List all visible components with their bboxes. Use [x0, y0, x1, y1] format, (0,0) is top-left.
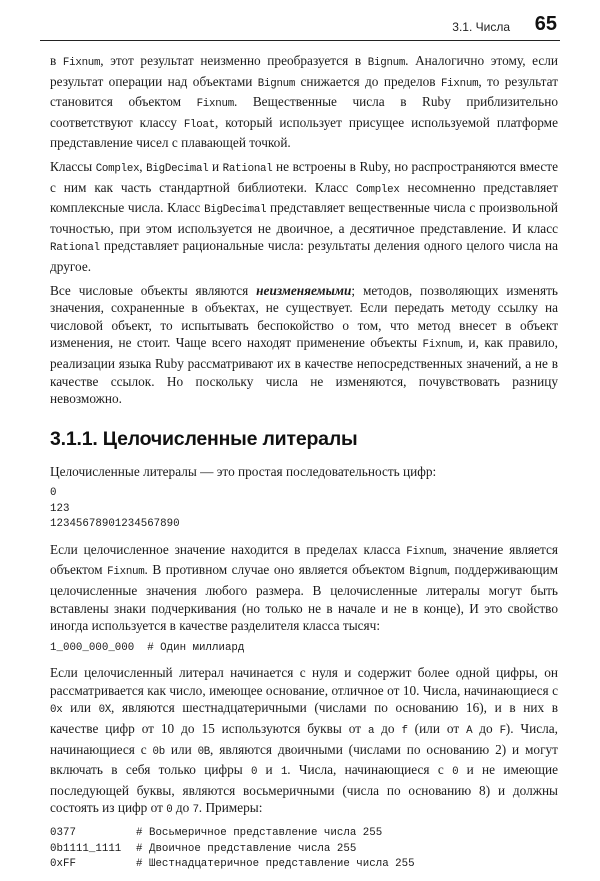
inline-code: BigDecimal: [204, 204, 267, 217]
code-example-row: [50, 842, 558, 858]
paragraph-fixnum-bignum: в Fixnum, этот результат неизменно преобразуется в Bignum. Аналогично этому, если результат операции над объектами Bignum снижается до пределов Fixnum, то результат становится объектом Fixnum. Вещественные числа в Ruby приблизительно соответствуют классу Float, который использует присущее используемой платформе представление чисел с плавающей точкой.: [50, 53, 559, 151]
inline-code: f: [401, 725, 408, 738]
code-base-examples: [50, 826, 558, 873]
code-digits-example: 0 123 12345678901234567890: [50, 487, 180, 531]
code-comment: # Двоичное представление числа 255: [136, 842, 357, 855]
paragraph-immutable-numbers: Все числовые объекты являются неизменяемыми; методов, позволяющих изменять значения, сохраненные в объектах, не существует. Если передать методу ссылку на числовой объект, то испытывать беспокойство о том, что метод внесет в объект изменения, не стоит. Чаще всего находят применение объекты Fixnum, и, как правило, реализации языка Ruby рассматривают их в качестве непосредственных значений, а не в качестве ссылок. Но поскольку числа не изменяются, почувствовать разницу невозможно.: [50, 282, 558, 407]
inline-code: Rational: [50, 242, 100, 255]
inline-code: Fixnum: [422, 339, 460, 352]
inline-code: Float: [183, 118, 215, 131]
running-header-section: 3.1. Числа: [452, 20, 510, 34]
code-comment: # Восьмеричное представление числа 255: [136, 827, 383, 839]
inline-code: Rational: [222, 162, 273, 175]
inline-code: 7: [192, 804, 199, 817]
code-literal: 0b1111_1111: [50, 842, 122, 855]
paragraph-underscore-separator: Если целочисленное значение находится в пределах класса Fixnum, значение является объектом Fixnum. В противном случае оно является объектом Bignum, поддерживающим целочисленные значения любого размера. В целочисленные литералы могут быть вставлены знаки подчеркивания (но только не в начале и не в конце), И это свойство иногда используется в качестве разделителя класса тысяч:: [50, 541, 559, 634]
inline-code: F: [499, 725, 506, 738]
inline-code: Fixnum: [406, 545, 444, 558]
inline-code: Fixnum: [440, 77, 479, 90]
inline-code: Fixnum: [107, 566, 145, 579]
inline-code: 0: [250, 766, 258, 779]
code-example-row: [50, 826, 558, 842]
inline-code: a: [367, 725, 375, 738]
code-billion-example: 1_000_000_000 # Один миллиард: [50, 641, 245, 654]
inline-code: 0B: [197, 745, 211, 758]
emphasis: неизменяемыми: [256, 282, 352, 298]
code-literal: 0xFF: [50, 858, 76, 870]
section-heading: 3.1.1. Целочисленные литералы: [50, 427, 358, 450]
inline-code: Complex: [95, 162, 140, 175]
paragraph-integer-literals-intro: Целочисленные литералы — это простая последовательность цифр:: [50, 463, 437, 479]
inline-code: 0: [166, 804, 173, 817]
page-body: [50, 52, 558, 881]
code-literal: 0377: [50, 827, 76, 839]
running-header: [40, 10, 560, 41]
inline-code: Fixnum: [62, 57, 101, 69]
inline-code: A: [466, 725, 473, 738]
inline-code: 1: [280, 766, 288, 779]
inline-code: BigDecimal: [146, 162, 209, 175]
paragraph-standard-library-classes: Классы Complex, BigDecimal и Rational не встроены в Ruby, но распространяются вместе с ним как часть стандартной библиотеки. Класс Complex несомненно представляет комплексные числа. Класс BigDecimal представляет вещественные числа с произвольной точностью, при этом используется не двоичное, а десятичное представление. И класс Rational представляет рациональные числа: результаты деления одного целого числа на другое.: [50, 158, 559, 274]
code-example-row: [50, 857, 558, 873]
paragraph-number-bases: Если целочисленный литерал начинается с нуля и содержит более одной цифры, он рассматривается как число, имеющее основание, отличное от 10. Числа, начинающиеся с 0x или 0X, являются шестнадцатеричными (числами по основанию 16), и в них в качестве цифр от 10 до 15 используются буквы от a до f (или от A до F). Числа, начинающиеся с 0b или 0B, являются двоичными (числами по основанию 2) и могут включать в себя только цифры 0 и 1. Числа, начинающиеся с 0 и не имеющие последующей буквы, являются восьмеричными (числа по основанию 8) и должны состоять из цифр от 0 до 7. Примеры:: [50, 665, 559, 817]
page-number: 65: [534, 13, 557, 35]
inline-code: 0X: [98, 704, 112, 717]
inline-code: Bignum: [409, 566, 447, 579]
inline-code: Fixnum: [196, 98, 234, 111]
code-comment: # Шестнадцатеричное представление числа 255: [136, 858, 415, 870]
inline-code: 0x: [50, 704, 63, 717]
inline-code: Bignum: [367, 57, 406, 69]
inline-code: 0b: [152, 745, 165, 758]
inline-code: Bignum: [257, 77, 296, 90]
inline-code: Complex: [356, 183, 400, 196]
inline-code: 0: [452, 766, 459, 779]
